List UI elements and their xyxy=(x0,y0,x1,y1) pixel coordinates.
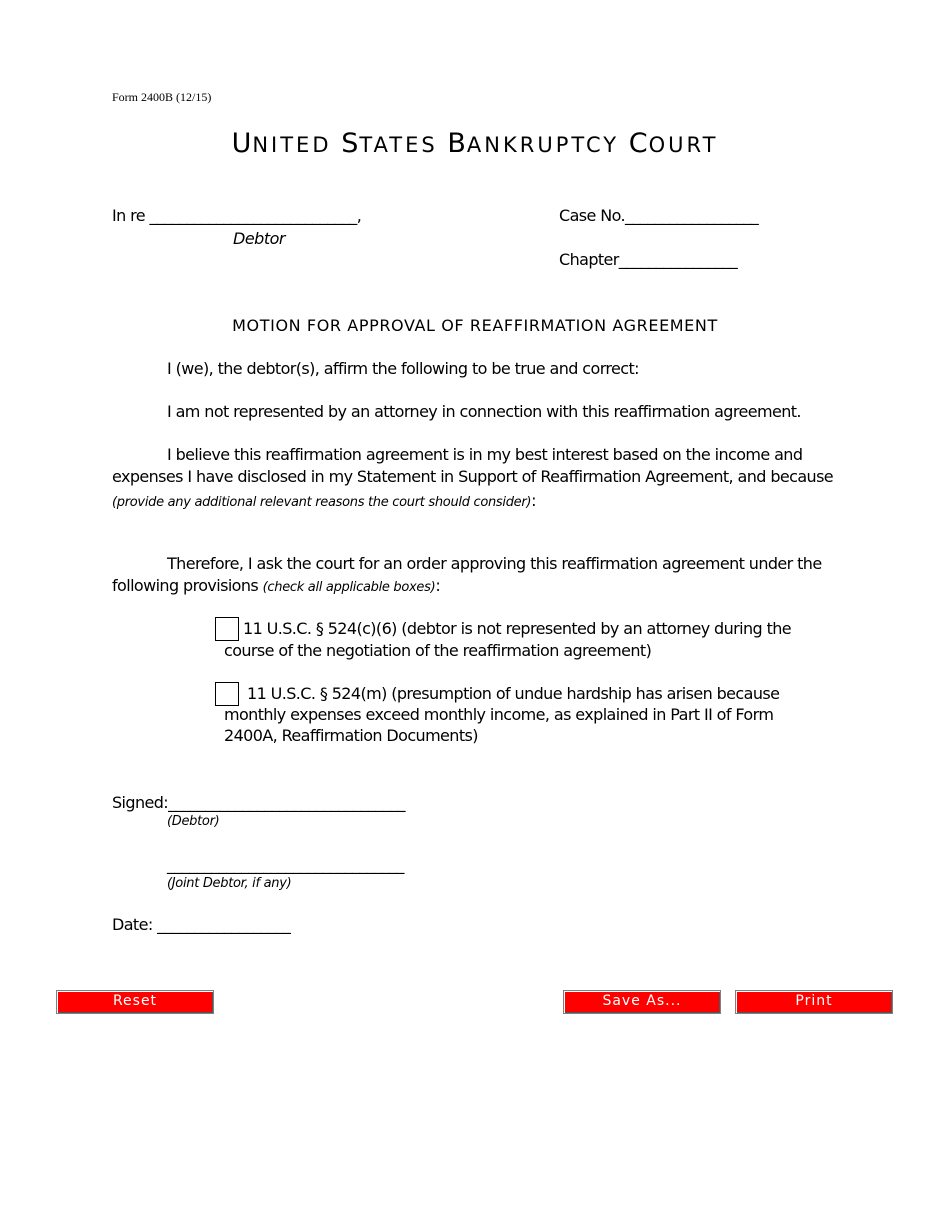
therefore-paragraph-line1: Therefore, I ask the court for an order approving this reaffirmation agreement under the xyxy=(167,554,822,573)
in-re-field[interactable]: In re ____________________________, xyxy=(112,206,362,225)
debtor-label: Debtor xyxy=(233,229,285,248)
case-number-field[interactable]: Case No.__________________ xyxy=(559,206,759,225)
provision-524m-line1: 11 U.S.C. § 524(m) (presumption of undue hardship has arisen because xyxy=(247,684,780,703)
joint-debtor-signature-field[interactable]: ________________________________ xyxy=(167,855,404,874)
court-title-ankruptcy: ANKRUPTCY xyxy=(466,133,629,157)
provision-524m-checkbox[interactable] xyxy=(215,682,239,706)
not-represented-paragraph: I am not represented by an attorney in connection with this reaffirmation agreement. xyxy=(167,402,801,421)
believe-colon: : xyxy=(531,491,537,510)
motion-title: MOTION FOR APPROVAL OF REAFFIRMATION AGREEMENT xyxy=(232,316,718,335)
believe-paragraph-line3 xyxy=(112,491,537,510)
affirm-paragraph: I (we), the debtor(s), affirm the following to be true and correct: xyxy=(167,359,639,378)
date-field[interactable]: Date: __________________ xyxy=(112,915,291,934)
court-title-s: S xyxy=(341,128,360,159)
provision-524m-line3: 2400A, Reaffirmation Documents) xyxy=(224,726,478,745)
therefore-hint: (check all applicable boxes) xyxy=(262,580,436,595)
form-number: Form 2400B (12/15) xyxy=(112,90,212,104)
court-title-ourt: OURT xyxy=(648,133,719,157)
provision-524c6-checkbox[interactable] xyxy=(215,617,239,641)
therefore-text: following provisions xyxy=(112,576,263,595)
provision-524m-line2: monthly expenses exceed monthly income, as explained in Part II of Form xyxy=(224,705,774,724)
print-button[interactable]: Print xyxy=(735,990,893,1014)
court-title-tates: TATES xyxy=(359,133,448,157)
reset-button[interactable]: Reset xyxy=(56,990,214,1014)
court-title-c: C xyxy=(628,128,649,159)
court-title-u: U xyxy=(231,128,253,159)
court-title-b: B xyxy=(447,128,467,159)
debtor-signature-caption: (Debtor) xyxy=(167,814,220,829)
provision-524c6-line2: course of the negotiation of the reaffirmation agreement) xyxy=(224,641,652,660)
provision-524c6-line1: 11 U.S.C. § 524(c)(6) (debtor is not represented by an attorney during the xyxy=(243,619,792,638)
court-title-nited: NITED xyxy=(252,133,342,157)
believe-hint: (provide any additional relevant reasons the court should consider) xyxy=(112,495,532,510)
joint-debtor-signature-caption: (Joint Debtor, if any) xyxy=(167,876,292,891)
save-as-button[interactable]: Save As... xyxy=(563,990,721,1014)
therefore-paragraph-line2 xyxy=(112,576,441,595)
believe-paragraph-line1: I believe this reaffirmation agreement is in my best interest based on the income and xyxy=(167,445,803,464)
chapter-field[interactable]: Chapter________________ xyxy=(559,250,738,269)
believe-paragraph-line2: expenses I have disclosed in my Statement in Support of Reaffirmation Agreement, and because xyxy=(112,467,834,486)
debtor-signature-field[interactable]: Signed:________________________________ xyxy=(112,793,405,812)
court-title xyxy=(0,128,950,159)
therefore-colon: : xyxy=(435,576,441,595)
